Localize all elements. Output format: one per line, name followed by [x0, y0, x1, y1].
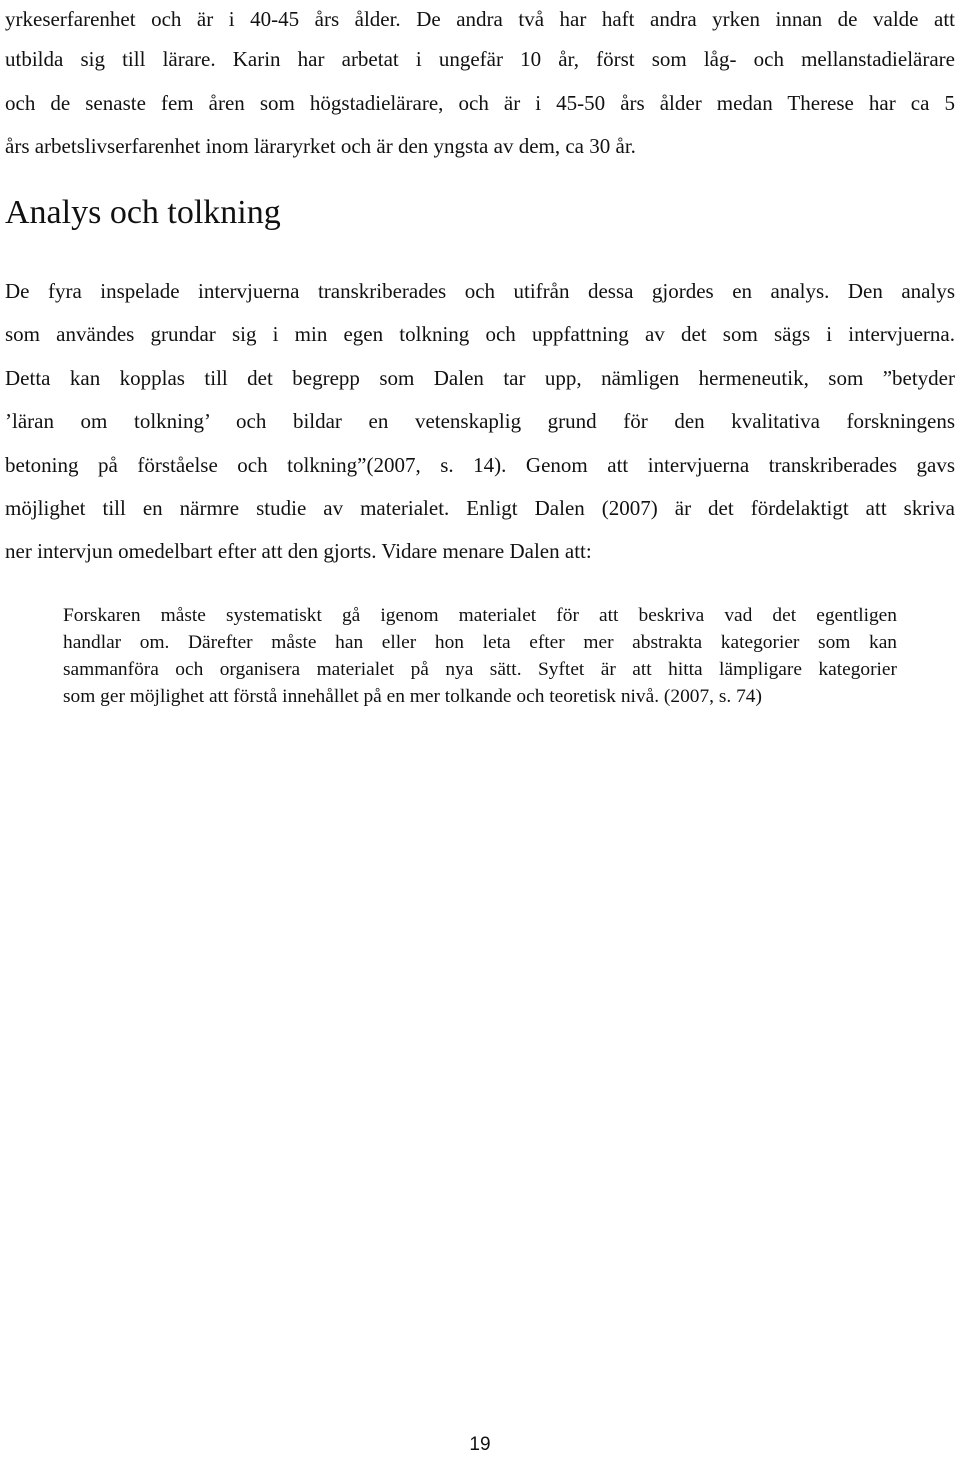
text-line: utbilda sig till lärare. Karin har arbetat i ungefär 10 år, först som låg- och mellanstadielärare	[5, 47, 955, 71]
text-line: yrkeserfarenhet och är i 40-45 års ålder. De andra två har haft andra yrken innan de valde att	[5, 7, 955, 31]
analysis-paragraph	[5, 270, 955, 574]
text-line: års arbetslivserfarenhet inom läraryrket och är den yngsta av dem, ca 30 år.	[5, 134, 636, 158]
text-line: som användes grundar sig i min egen tolkning och uppfattning av det som sägs i intervjuerna.	[5, 322, 955, 347]
text-line: Detta kan kopplas till det begrepp som Dalen tar upp, nämligen hermeneutik, som ”betyder	[5, 365, 955, 390]
text-line: ’läran om tolkning’ och bildar en vetenskaplig grund för den kvalitativa forskningens	[5, 409, 955, 434]
text-line: betoning på förståelse och tolkning”(2007, s. 14). Genom att intervjuerna transkriberades gavs	[5, 452, 955, 477]
quote-line: sammanföra och organisera materialet på nya sätt. Syftet är att hitta lämpligare kategorier	[63, 659, 897, 680]
text-line: ner intervjun omedelbart efter att den gjorts. Vidare menare Dalen att:	[5, 539, 592, 564]
quote-line: handlar om. Därefter måste han eller hon leta efter mer abstrakta kategorier som kan	[63, 632, 897, 653]
page-number: 19	[469, 1434, 491, 1455]
block-quote	[63, 602, 897, 710]
text-line: De fyra inspelade intervjuerna transkriberades och utifrån dessa gjordes en analys. Den analys	[5, 279, 955, 303]
quote-line: Forskaren måste systematiskt gå igenom materialet för att beskriva vad det egentligen	[63, 605, 897, 626]
quote-line: som ger möjlighet att förstå innehållet på en mer tolkande och teoretisk nivå. (2007, s. 74)	[63, 686, 762, 707]
text-line: och de senaste fem åren som högstadielärare, och är i 45-50 års ålder medan Therese har ca 5	[5, 90, 955, 115]
text-line: möjlighet till en närmre studie av materialet. Enligt Dalen (2007) är det fördelaktigt att skriva	[5, 495, 955, 520]
section-heading: Analys och tolkning	[5, 194, 281, 231]
intro-paragraph	[5, 0, 955, 169]
